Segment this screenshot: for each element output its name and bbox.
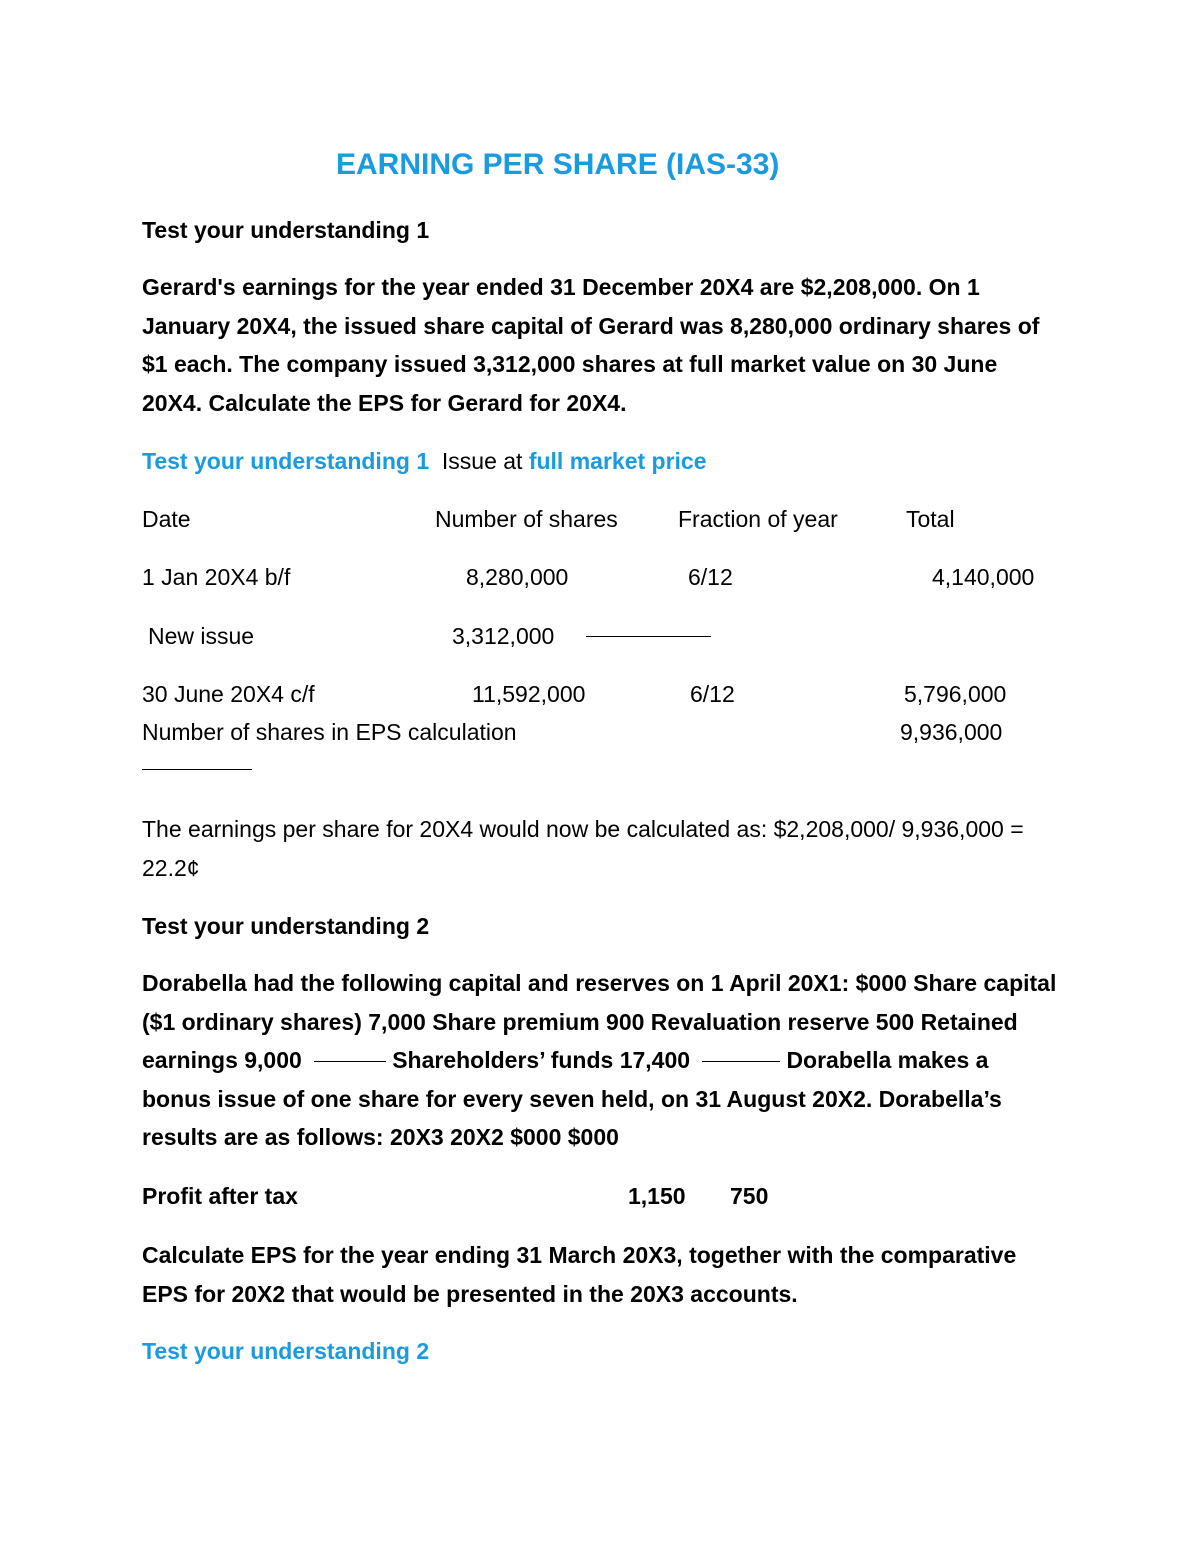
q2-body-part1: Dorabella had the following capital and reserves on 1 April 20X1: $000 Share capital ($1 ordinary shares) 7,000 Share premium 900 Revaluation reserve 500 Retained earnings 9,000: [142, 970, 1057, 1073]
q2-heading: Test your understanding 2: [142, 913, 430, 939]
row3-date: 30 June 20X4 c/f: [142, 681, 315, 707]
col-header-fraction: Fraction of year: [678, 506, 838, 532]
a1-issue-prefix: Issue at: [441, 448, 523, 474]
row3-shares: 11,592,000: [472, 681, 586, 707]
profit-label: Profit after tax: [142, 1183, 298, 1209]
q2-dash-1: [314, 1061, 386, 1062]
row2-date: New issue: [148, 623, 255, 649]
row1-date: 1 Jan 20X4 b/f: [142, 564, 291, 590]
q1-heading: Test your understanding 1: [142, 217, 430, 243]
a1-heading: [142, 446, 707, 476]
profit-20x2: 750: [730, 1183, 769, 1209]
row1-shares: 8,280,000: [466, 564, 569, 590]
row1-total: 4,140,000: [932, 564, 1035, 590]
row2-rule: [586, 636, 711, 637]
row1-fraction: 6/12: [688, 564, 733, 590]
summary-label: Number of shares in EPS calculation: [142, 719, 517, 745]
a2-heading: Test your understanding 2: [142, 1338, 430, 1364]
row3-total: 5,796,000: [904, 681, 1007, 707]
q1-body: Gerard's earnings for the year ended 31 December 20X4 are $2,208,000. On 1 January 20X4, the issued share capital of Gerard was 8,280,000 ordinary shares of $1 each. The company issued 3,312,000 shares at full market value on 30 June 20X4. Calculate the EPS for Gerard for 20X4.: [142, 274, 1040, 416]
q2-body-part2: Shareholders’ funds 17,400: [392, 1047, 691, 1073]
a1-heading-label: Test your understanding 1: [142, 448, 430, 474]
q2-body-part3: Dorabella makes a bonus issue of one share for every seven held, on 31 August 20X2. Dorabella’s results are as follows: 20X3 20X2 $000 $000: [142, 1047, 1002, 1150]
q2-task: Calculate EPS for the year ending 31 March 20X3, together with the comparative EPS for 20X2 that would be presented in the 20X3 accounts.: [142, 1242, 1017, 1307]
row3-fraction: 6/12: [690, 681, 735, 707]
q2-dash-2: [702, 1061, 780, 1062]
a1-conclusion: The earnings per share for 20X4 would now be calculated as: $2,208,000/ 9,936,000 = 22.2¢: [142, 816, 1024, 881]
col-header-date: Date: [142, 506, 191, 532]
row2-shares: 3,312,000: [452, 623, 555, 649]
summary-rule: [142, 769, 252, 770]
a1-issue-highlight: full market price: [528, 448, 707, 474]
summary-value: 9,936,000: [900, 719, 1003, 745]
q2-body: [142, 964, 1062, 1157]
page-title: EARNING PER SHARE (IAS-33): [336, 148, 780, 181]
col-header-shares: Number of shares: [435, 506, 618, 532]
col-header-total: Total: [906, 506, 955, 532]
profit-20x3: 1,150: [628, 1183, 686, 1209]
